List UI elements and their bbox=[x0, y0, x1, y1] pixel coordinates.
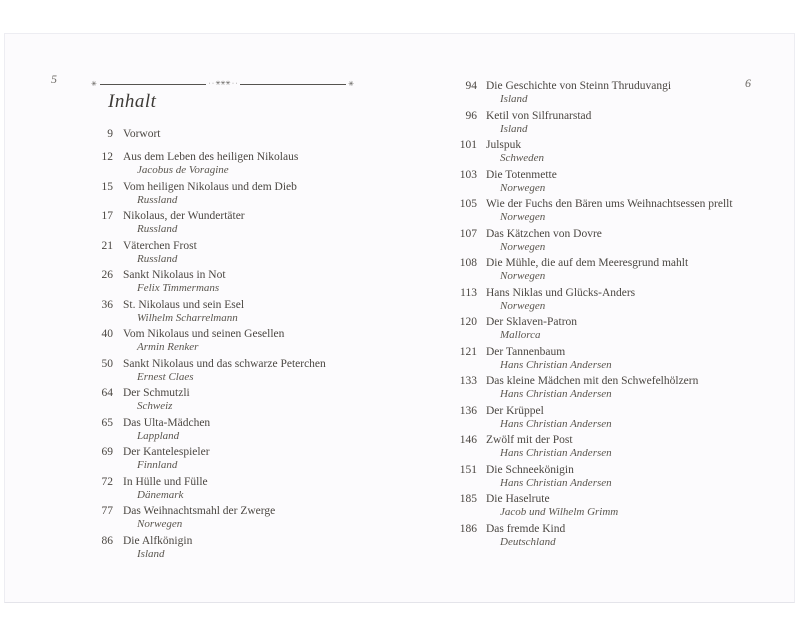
entry-title: Die Alfkönigin bbox=[123, 534, 193, 547]
entry-author-or-origin: Hans Christian Andersen bbox=[500, 388, 612, 400]
toc-entry bbox=[441, 404, 785, 431]
entry-title: Hans Niklas und Glücks-Anders bbox=[486, 286, 636, 299]
entry-title: Die Totenmette bbox=[486, 168, 557, 181]
toc-heading: Inhalt bbox=[108, 91, 157, 112]
left-page-number: 5 bbox=[51, 72, 57, 86]
entry-author-or-origin: Hans Christian Andersen bbox=[500, 417, 612, 430]
entry-author-or-origin: Hans Christian Andersen bbox=[500, 476, 612, 489]
entry-title: Ketil von Silfrunarstad bbox=[486, 109, 592, 122]
entry-author-or-origin: Norwegen bbox=[137, 518, 183, 530]
entry-text bbox=[486, 463, 785, 490]
entry-text bbox=[486, 433, 785, 460]
entry-author-or-origin: Russland bbox=[137, 223, 178, 235]
entry-author-or-origin: Wilhelm Scharrelmann bbox=[137, 311, 238, 324]
entry-author-or-origin: Jacob und Wilhelm Grimm bbox=[500, 506, 619, 518]
entry-page-number: 113 bbox=[460, 286, 477, 299]
toc-entry bbox=[81, 445, 401, 472]
toc-entry bbox=[441, 227, 785, 254]
entry-page-number: 21 bbox=[101, 239, 113, 252]
entry-page-number: 136 bbox=[459, 404, 477, 417]
entry-title: Der Sklaven-Patron bbox=[486, 316, 578, 328]
entry-text bbox=[123, 416, 401, 443]
entry-text bbox=[486, 315, 785, 342]
entry-page-number: 69 bbox=[101, 446, 113, 458]
toc-entry bbox=[81, 504, 401, 531]
entry-title: Julspuk bbox=[486, 139, 522, 151]
toc-entry bbox=[441, 109, 785, 136]
entry-text bbox=[123, 327, 401, 354]
entry-author-or-origin: Norwegen bbox=[500, 181, 546, 194]
toc-entry bbox=[441, 256, 785, 283]
entry-author-or-origin: Norwegen bbox=[500, 240, 546, 253]
toc-entry bbox=[81, 298, 401, 325]
entry-page-number: 26 bbox=[101, 269, 113, 281]
entry-author-or-origin: Dänemark bbox=[137, 488, 184, 501]
book-spread-page bbox=[4, 33, 795, 603]
entry-page-number: 50 bbox=[101, 357, 113, 370]
entry-page-number: 15 bbox=[101, 180, 113, 193]
entry-text bbox=[486, 168, 785, 195]
entry-page-number: 101 bbox=[459, 139, 477, 151]
rule-line bbox=[100, 84, 207, 85]
toc-entry bbox=[441, 197, 785, 224]
entry-author-or-origin: Hans Christian Andersen bbox=[500, 447, 612, 459]
toc-entry bbox=[81, 534, 401, 561]
entry-text bbox=[123, 209, 401, 236]
toc-entry bbox=[81, 386, 401, 413]
entry-author-or-origin: Finnland bbox=[137, 459, 178, 471]
entry-title: Der Schmutzli bbox=[123, 387, 190, 399]
toc-entry bbox=[81, 327, 401, 354]
fleuron-left-icon: ✳ bbox=[91, 79, 98, 88]
toc-entry bbox=[441, 433, 785, 460]
entry-text bbox=[123, 534, 401, 561]
entry-author-or-origin: Hans Christian Andersen bbox=[500, 358, 612, 371]
entry-author-or-origin: Ernest Claes bbox=[137, 370, 194, 383]
entry-page-number: 77 bbox=[101, 505, 113, 517]
entry-page-number: 103 bbox=[459, 168, 477, 181]
entry-page-number: 94 bbox=[465, 80, 477, 92]
entry-text bbox=[486, 286, 785, 313]
entry-title: Das Kätzchen von Dovre bbox=[486, 227, 602, 240]
entry-author-or-origin: Norwegen bbox=[500, 211, 546, 223]
entry-page-number: 151 bbox=[459, 463, 477, 476]
entry-title: Der Kantelespieler bbox=[123, 446, 210, 458]
entry-text bbox=[123, 180, 401, 207]
toc-entry bbox=[81, 239, 401, 266]
toc-entry bbox=[81, 180, 401, 207]
entry-text bbox=[486, 492, 785, 519]
entry-author-or-origin: Lappland bbox=[137, 429, 180, 442]
entry-title: Der Tannenbaum bbox=[486, 345, 566, 358]
entry-page-number: 108 bbox=[459, 257, 477, 269]
entry-author-or-origin: Deutschland bbox=[500, 535, 556, 548]
entry-page-number: 146 bbox=[459, 434, 477, 446]
entry-text bbox=[486, 345, 785, 372]
right-page-number: 6 bbox=[745, 76, 751, 90]
entry-author-or-origin: Island bbox=[500, 122, 528, 135]
toc-entry bbox=[441, 492, 785, 519]
entry-text bbox=[123, 298, 401, 325]
entry-author-or-origin: Norwegen bbox=[500, 270, 546, 282]
entry-title: Väterchen Frost bbox=[123, 239, 197, 252]
entry-text bbox=[123, 504, 401, 531]
toc-entry bbox=[441, 522, 785, 549]
entry-title: Die Mühle, die auf dem Meeresgrund mahlt bbox=[486, 257, 689, 269]
toc-entry bbox=[81, 475, 401, 502]
toc-right-column bbox=[441, 79, 785, 551]
toc-left-column bbox=[81, 127, 401, 563]
entry-title: St. Nikolaus und sein Esel bbox=[123, 298, 245, 311]
entry-title: Die Geschichte von Steinn Thruduvangi bbox=[486, 80, 672, 92]
entry-text bbox=[486, 197, 785, 224]
entry-author-or-origin: Russland bbox=[137, 252, 178, 265]
entry-page-number: 40 bbox=[101, 328, 113, 340]
entry-author-or-origin: Schweiz bbox=[137, 400, 173, 412]
toc-entry bbox=[441, 315, 785, 342]
entry-title: Sankt Nikolaus in Not bbox=[123, 269, 226, 281]
decorative-header-rule bbox=[89, 78, 357, 90]
toc-entry bbox=[441, 374, 785, 401]
entry-title: Nikolaus, der Wundertäter bbox=[123, 210, 245, 222]
fleuron-center-icon: · · ✳✳✳ · · bbox=[208, 80, 238, 87]
fleuron-right-icon: ✳ bbox=[348, 79, 356, 88]
toc-entry bbox=[441, 286, 785, 313]
entry-page-number: 9 bbox=[107, 128, 113, 140]
toc-entry bbox=[81, 209, 401, 236]
entry-text bbox=[486, 79, 785, 106]
entry-page-number: 186 bbox=[459, 522, 477, 535]
entry-text bbox=[486, 109, 785, 136]
entry-page-number: 86 bbox=[101, 534, 113, 547]
entry-author-or-origin: Norwegen bbox=[500, 299, 546, 312]
entry-author-or-origin: Armin Renker bbox=[137, 341, 199, 353]
entry-page-number: 96 bbox=[465, 109, 477, 122]
entry-author-or-origin: Schweden bbox=[500, 152, 544, 164]
entry-title: Zwölf mit der Post bbox=[486, 434, 573, 446]
entry-title: Das kleine Mädchen mit den Schwefelhölzern bbox=[486, 375, 699, 387]
toc-entry bbox=[81, 268, 401, 295]
entry-title: Vom heiligen Nikolaus und dem Dieb bbox=[123, 180, 297, 193]
entry-page-number: 133 bbox=[459, 375, 477, 387]
entry-author-or-origin: Island bbox=[500, 93, 528, 105]
rule-line bbox=[240, 84, 347, 85]
entry-page-number: 12 bbox=[101, 151, 113, 163]
entry-text bbox=[123, 268, 401, 295]
entry-page-number: 121 bbox=[459, 345, 477, 358]
entry-author-or-origin: Jacobus de Voragine bbox=[137, 164, 229, 176]
entry-title: Die Haselrute bbox=[486, 493, 550, 505]
entry-page-number: 17 bbox=[101, 210, 113, 222]
entry-author-or-origin: Felix Timmermans bbox=[137, 282, 220, 294]
entry-page-number: 36 bbox=[101, 298, 113, 311]
entry-page-number: 107 bbox=[459, 227, 477, 240]
entry-title: Das Weihnachtsmahl der Zwerge bbox=[123, 505, 276, 517]
entry-text bbox=[486, 256, 785, 283]
entry-page-number: 185 bbox=[459, 493, 477, 505]
entry-text bbox=[123, 127, 401, 141]
entry-text bbox=[123, 445, 401, 472]
entry-title: Die Schneekönigin bbox=[486, 463, 574, 476]
entry-text bbox=[486, 522, 785, 549]
entry-text bbox=[486, 138, 785, 165]
toc-entry bbox=[441, 168, 785, 195]
toc-entry bbox=[81, 127, 401, 141]
entry-title: Das fremde Kind bbox=[486, 522, 566, 535]
entry-title: Wie der Fuchs den Bären ums Weihnachtsessen prellt bbox=[486, 198, 733, 210]
entry-title: Vorwort bbox=[123, 128, 161, 140]
entry-page-number: 105 bbox=[459, 198, 477, 210]
entry-text bbox=[123, 386, 401, 413]
entry-page-number: 120 bbox=[459, 316, 477, 328]
entry-title: Der Krüppel bbox=[486, 404, 544, 417]
entry-author-or-origin: Mallorca bbox=[500, 329, 541, 341]
toc-entry bbox=[81, 150, 401, 177]
entry-page-number: 72 bbox=[101, 475, 113, 488]
toc-entry bbox=[81, 357, 401, 384]
entry-title: Vom Nikolaus und seinen Gesellen bbox=[123, 328, 285, 340]
entry-title: Das Ulta-Mädchen bbox=[123, 416, 211, 429]
entry-author-or-origin: Russland bbox=[137, 193, 178, 206]
entry-author-or-origin: Island bbox=[137, 547, 165, 560]
entry-page-number: 64 bbox=[101, 387, 113, 399]
toc-entry bbox=[441, 345, 785, 372]
entry-page-number: 65 bbox=[101, 416, 113, 429]
entry-text bbox=[486, 374, 785, 401]
toc-entry bbox=[441, 79, 785, 106]
entry-text bbox=[123, 239, 401, 266]
entry-title: Aus dem Leben des heiligen Nikolaus bbox=[123, 151, 299, 163]
toc-entry bbox=[81, 416, 401, 443]
entry-title: In Hülle und Fülle bbox=[123, 475, 208, 488]
entry-text bbox=[123, 475, 401, 502]
toc-entry bbox=[441, 463, 785, 490]
entry-text bbox=[123, 357, 401, 384]
entry-text bbox=[486, 227, 785, 254]
entry-title: Sankt Nikolaus und das schwarze Peterchen bbox=[123, 357, 326, 370]
toc-entry bbox=[441, 138, 785, 165]
entry-text bbox=[123, 150, 401, 177]
entry-text bbox=[486, 404, 785, 431]
